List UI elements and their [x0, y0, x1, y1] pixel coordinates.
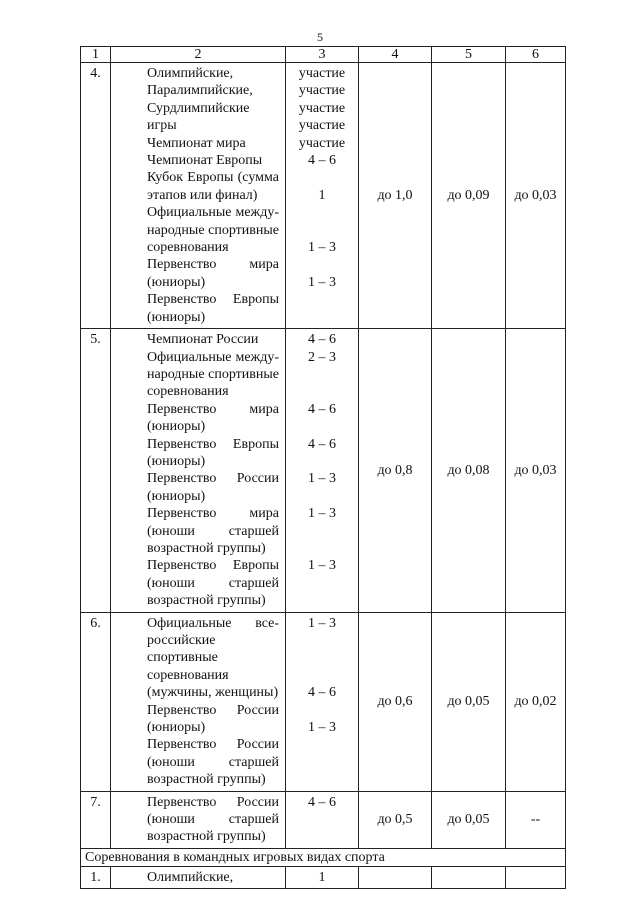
competition-line: Официальные между- — [147, 349, 279, 365]
section-title: Соревнования в командных игровых видах спорта — [81, 848, 566, 866]
competition-line: Первенство России — [147, 702, 279, 718]
competition-line: (юноши старшей — [147, 575, 279, 591]
competition-line: (юниоры) — [147, 309, 206, 325]
competition-line: Официальные между- — [147, 205, 279, 221]
place-value — [286, 702, 358, 719]
competition-line: Первенство России — [147, 737, 279, 753]
table-row — [81, 791, 566, 848]
place-value: 1 – 3 — [308, 274, 336, 290]
coefficient-cell: до 0,05 — [432, 791, 506, 848]
competition-line: соревнования — [147, 384, 229, 400]
coefficient-cell: до 0,08 — [432, 329, 506, 613]
competition-line: возрастной группы) — [147, 593, 266, 609]
competition-line: (юноши старшей — [147, 754, 279, 770]
place-value — [286, 649, 358, 666]
place-value: 2 – 3 — [308, 349, 336, 365]
row-number: 5. — [81, 329, 111, 613]
place-value: 1 – 3 — [308, 240, 336, 256]
competition-line: Первенство мира — [147, 506, 279, 522]
place-value — [286, 592, 358, 609]
place-value — [286, 222, 358, 239]
coefficient-cell: до 0,05 — [432, 612, 506, 791]
table-row — [81, 63, 566, 329]
place-value — [286, 418, 358, 435]
place-value: 4 – 6 — [308, 153, 336, 169]
competition-line: Первенство Европы — [147, 436, 279, 452]
place-value — [286, 204, 358, 221]
competition-line: (юниоры) — [147, 488, 206, 504]
competition-line: возрастной группы) — [147, 540, 266, 556]
place-value: участие — [298, 135, 346, 151]
competition-line: Чемпионат мира — [147, 135, 246, 151]
competition-line: народные спортивные — [147, 222, 279, 238]
competition-line: Сурдлимпийские игры — [147, 100, 250, 134]
competition-line: соревнования — [147, 240, 229, 256]
coefficient-cell: до 0,02 — [506, 612, 566, 791]
place-value — [286, 291, 358, 308]
place-value — [286, 366, 358, 383]
competition-line: Олимпийские, — [147, 66, 234, 81]
page-number: 5 — [317, 30, 323, 44]
place-value: 1 – 3 — [308, 558, 336, 574]
table-row — [81, 329, 566, 613]
table-row — [81, 612, 566, 791]
points-table — [80, 46, 566, 889]
competition-line: (мужчины, женщины) — [147, 685, 279, 701]
place-value — [286, 383, 358, 400]
competition-line: Первенство мира — [147, 401, 279, 417]
competition-line: Первенство Европы — [147, 292, 279, 308]
place-value — [286, 169, 358, 186]
competition-line: (юниоры) — [147, 274, 206, 290]
competition-cell — [111, 329, 286, 613]
row-number: 4. — [81, 63, 111, 329]
competition-line: этапов или финал) — [147, 187, 258, 203]
header-cell: 5 — [432, 47, 506, 63]
competition-line: (юниоры) — [147, 720, 206, 736]
place-value — [286, 736, 358, 753]
header-cell: 4 — [359, 47, 432, 63]
place-value: 1 – 3 — [308, 615, 336, 631]
table-row — [81, 866, 566, 888]
coefficient-cell: до 0,5 — [359, 791, 432, 848]
place-value: участие — [298, 83, 346, 99]
competition-line: Первенство России — [147, 471, 279, 487]
place-value — [286, 453, 358, 470]
competition-cell — [111, 63, 286, 329]
places-cell — [286, 329, 359, 613]
row-number: 1. — [81, 866, 111, 888]
coefficient-cell: до 0,03 — [506, 329, 566, 613]
competition-line: Первенство России — [147, 794, 279, 810]
place-value: 4 – 6 — [308, 332, 336, 348]
places-cell — [286, 791, 359, 848]
competition-line: Официальные все- — [147, 615, 279, 631]
place-value — [286, 488, 358, 505]
competition-cell: Олимпийские, — [111, 866, 286, 888]
competition-cell — [111, 612, 286, 791]
competition-cell — [111, 791, 286, 848]
place-value — [286, 256, 358, 273]
place-value: 1 — [318, 187, 326, 203]
competition-line: российские спортивные — [147, 633, 218, 666]
competition-line: Паралимпийские, — [147, 83, 253, 99]
competition-line: Чемпионат России — [147, 332, 259, 348]
place-value: участие — [298, 118, 346, 134]
coefficient-cell: до 0,6 — [359, 612, 432, 791]
competition-line: Первенство мира — [147, 257, 279, 273]
coefficient-cell: до 0,8 — [359, 329, 432, 613]
coefficient-cell — [359, 866, 432, 888]
places-cell — [286, 612, 359, 791]
row-number: 6. — [81, 612, 111, 791]
coefficient-cell: до 1,0 — [359, 63, 432, 329]
competition-line: (юноши старшей — [147, 812, 279, 828]
place-value — [286, 632, 358, 649]
place-value — [286, 828, 358, 845]
place-value: участие — [298, 100, 346, 116]
section-row — [81, 848, 566, 866]
place-value: 4 – 6 — [308, 794, 336, 810]
coefficient-cell — [432, 866, 506, 888]
competition-line: (юноши старшей — [147, 523, 279, 539]
header-row — [81, 47, 566, 63]
header-cell: 1 — [81, 47, 111, 63]
coefficient-cell — [506, 866, 566, 888]
coefficient-cell: до 0,09 — [432, 63, 506, 329]
header-cell: 2 — [111, 47, 286, 63]
place-value — [286, 523, 358, 540]
place-value — [286, 754, 358, 771]
place-value: 4 – 6 — [308, 685, 336, 701]
place-value: 1 – 3 — [308, 720, 336, 736]
places-cell — [286, 63, 359, 329]
place-value: 1 – 3 — [308, 506, 336, 522]
place-value — [286, 540, 358, 557]
competition-line: (юниоры) — [147, 419, 206, 435]
place-value — [286, 575, 358, 592]
header-cell: 3 — [286, 47, 359, 63]
place-value: участие — [298, 66, 346, 81]
header-cell: 6 — [506, 47, 566, 63]
places-cell: 1 — [286, 866, 359, 888]
competition-line: Чемпионат Европы — [147, 153, 263, 169]
row-number: 7. — [81, 791, 111, 848]
place-value: 1 – 3 — [308, 471, 336, 487]
place-value: 4 – 6 — [308, 401, 336, 417]
competition-line: возрастной группы) — [147, 829, 266, 845]
competition-line: соревнования — [147, 667, 229, 683]
competition-line: Кубок Европы (сумма — [147, 170, 279, 186]
competition-line: Первенство Европы — [147, 558, 279, 574]
competition-line: народные спортивные — [147, 366, 279, 382]
place-value — [286, 811, 358, 828]
place-value — [286, 667, 358, 684]
competition-line: возрастной группы) — [147, 772, 266, 788]
coefficient-cell: до 0,03 — [506, 63, 566, 329]
coefficient-cell: -- — [506, 791, 566, 848]
competition-line: (юниоры) — [147, 453, 206, 469]
place-value: 4 – 6 — [308, 436, 336, 452]
